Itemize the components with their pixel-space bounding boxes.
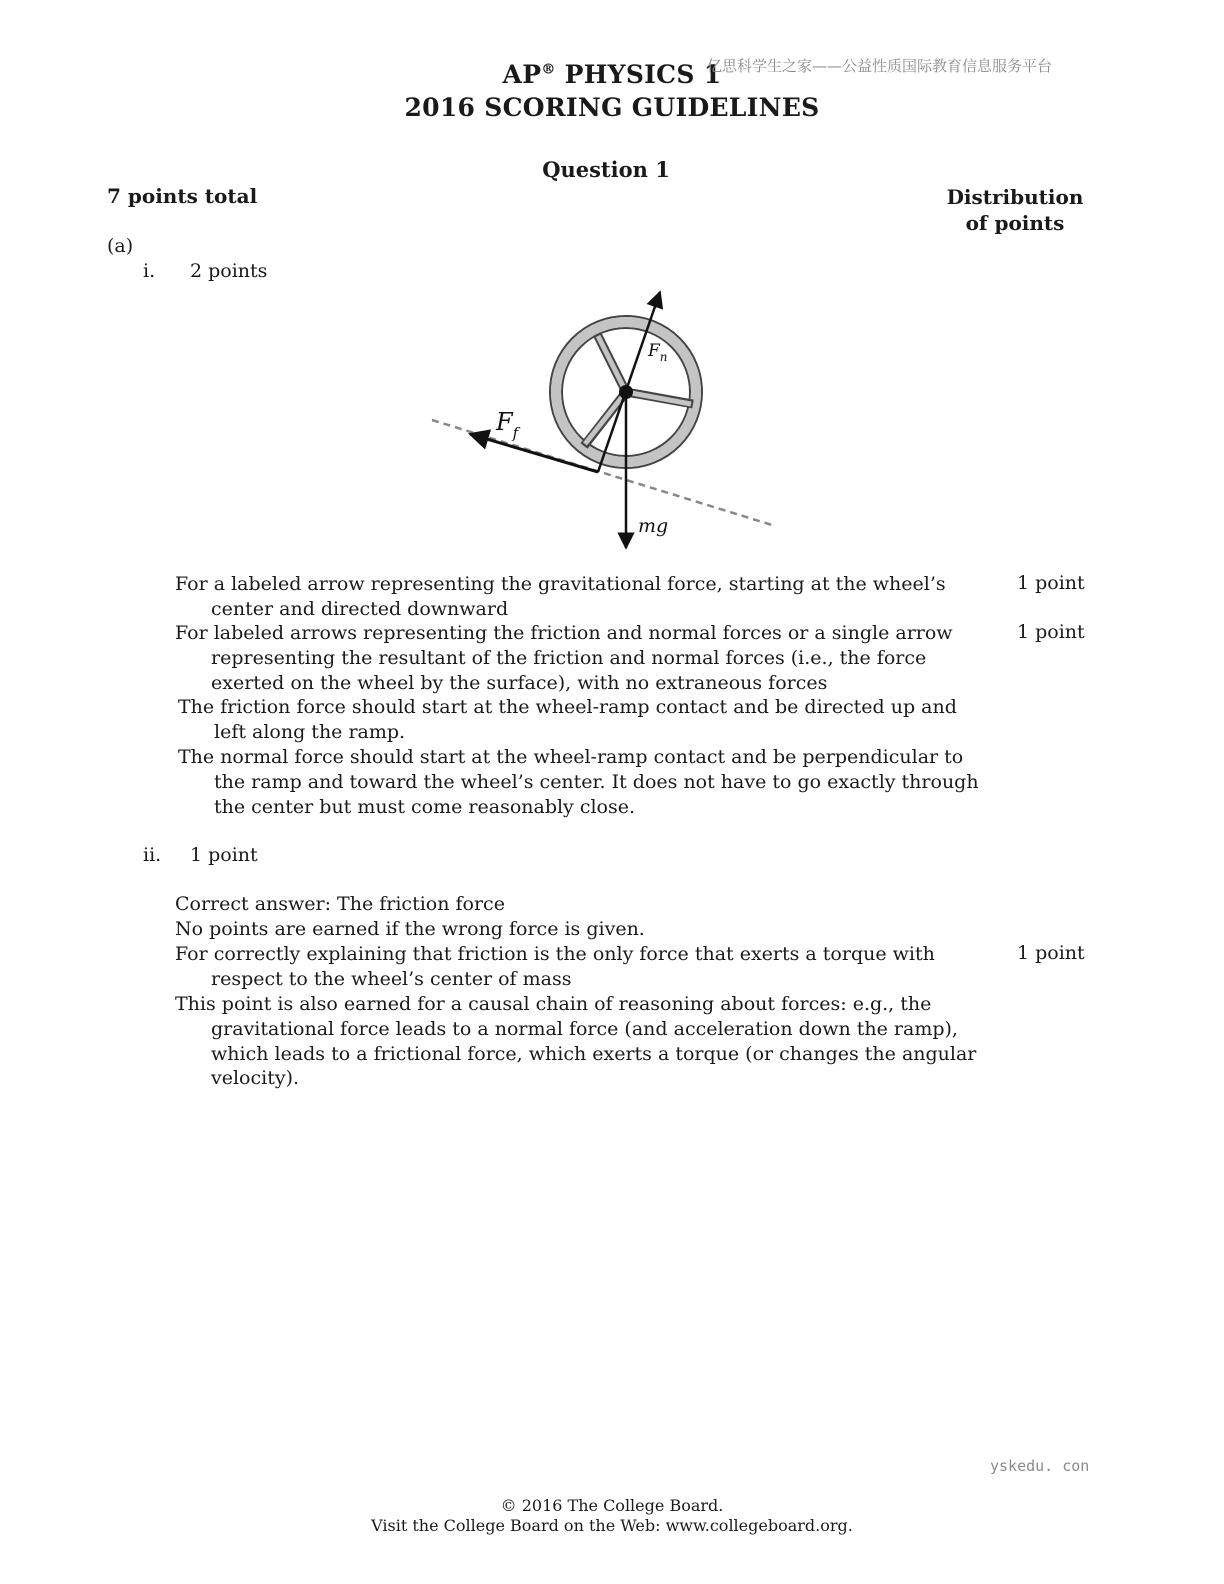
points-total: 7 points total [107,184,258,208]
criterion-i-1-points: 1 point [1017,572,1085,594]
footer-copyright: © 2016 The College Board. [500,1496,724,1515]
title-physics: PHYSICS 1 [555,60,722,89]
sub-i-points: 2 points [190,260,268,282]
ramp-line [432,420,772,525]
footer-visit: Visit the College Board on the Web: www.collegeboard.org. [371,1516,853,1535]
criterion-i-2-points: 1 point [1017,621,1085,643]
note-ii: This point is also earned for a causal chain of reasoning about forces: e.g., the gravitational force leads to a normal force (and acceleration down the ramp), which leads to a frictional force, which exerts a torque (or changes the angular velocity). [175,993,977,1090]
sub-ii-points: 1 point [190,844,258,866]
header-watermark: 亿思科学生之家——公益性质国际教育信息服务平台 [707,57,1053,75]
answer-line-1: Correct answer: The friction force [175,893,505,915]
answer-line-2: No points are earned if the wrong force is given. [175,918,645,940]
distribution-line1: Distribution [946,185,1084,209]
distribution-line2: of points [965,211,1065,235]
criterion-ii-points: 1 point [1017,942,1085,964]
note-i-2: The normal force should start at the wheel-ramp contact and be perpendicular to the ramp and toward the wheel’s center. It does not have to go exactly through the center but must come reasonably close. [178,746,979,818]
registered-mark: ® [541,61,556,78]
sub-ii-label: ii. [143,844,162,866]
label-ff: $F_f$ [496,408,519,442]
criterion-i-2: For labeled arrows representing the friction and normal forces or a single arrow representing the resultant of the friction and normal forces (i.e., the force exerted on the wheel by the surface), with no extraneous forces [175,622,953,694]
label-mg: mg [638,515,669,537]
free-body-diagram [420,280,790,555]
criterion-ii: For correctly explaining that friction is the only force that exerts a torque with respect to the wheel’s center of mass [175,943,935,990]
label-fn: $F_n$ [648,341,668,364]
distribution-header [940,184,1090,236]
part-a-label: (a) [107,235,134,257]
question-heading: Question 1 [542,157,670,182]
title-ap: AP [502,60,542,89]
note-i-1: The friction force should start at the wheel-ramp contact and be directed up and left along the ramp. [178,696,957,743]
page-title-line2: 2016 SCORING GUIDELINES [404,93,820,122]
footer-watermark: yskedu. con [990,1457,1090,1475]
sub-i-label: i. [143,260,156,282]
criterion-i-1: For a labeled arrow representing the gravitational force, starting at the wheel’s center and directed downward [175,573,946,620]
